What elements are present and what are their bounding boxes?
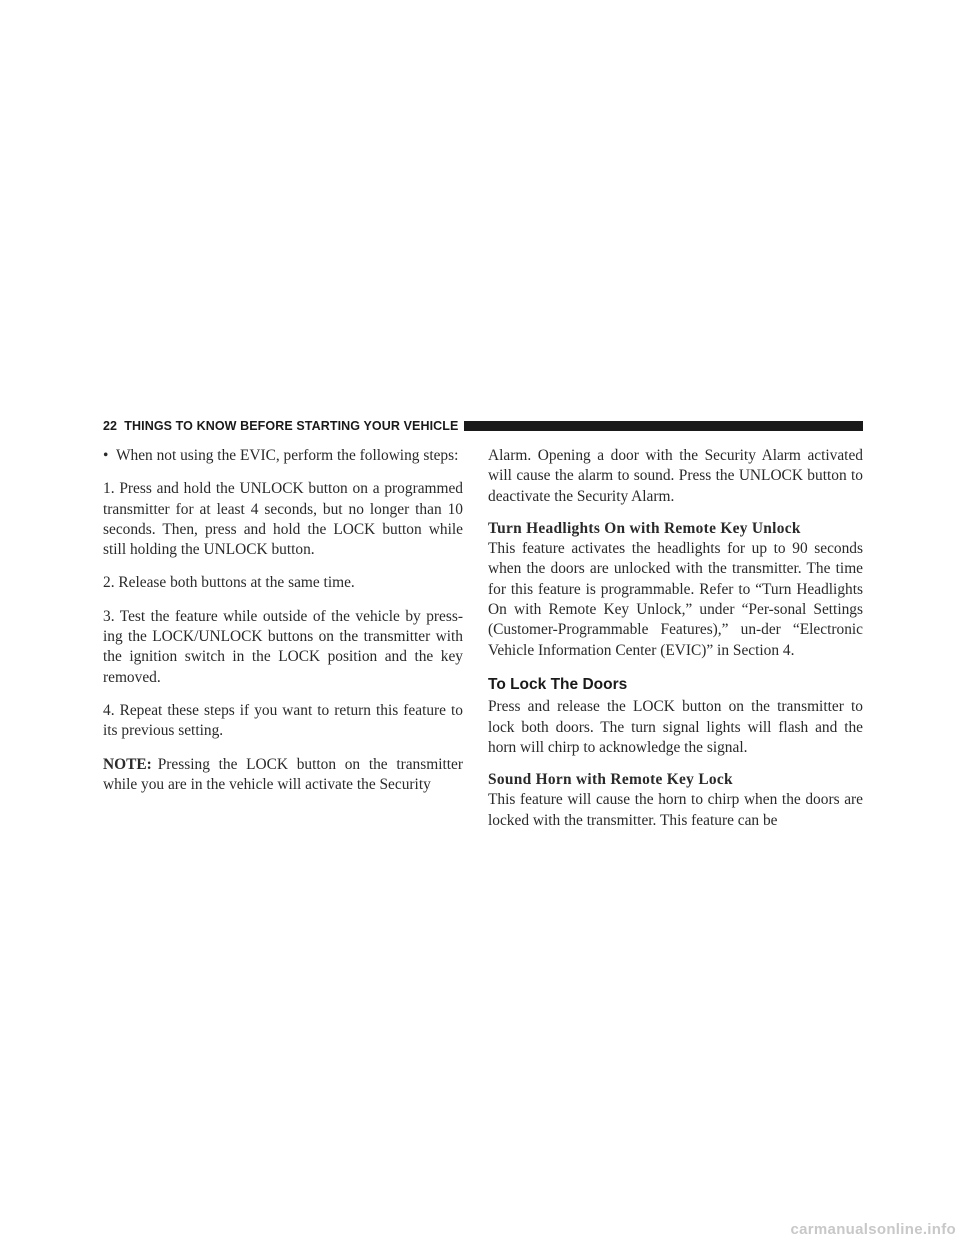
watermark: carmanualsonline.info — [790, 1221, 956, 1238]
continuation-paragraph: Alarm. Opening a door with the Security Alarm activated will cause the alarm to sound. Press the UNLOCK button to deactivate the Security Alarm. — [488, 447, 863, 505]
step-4: 4. Repeat these steps if you want to return this feature to its previous setting. — [103, 701, 463, 740]
body-lock-doors: Press and release the LOCK button on the transmitter to lock both doors. The turn signal lights will flash and the horn will chirp to acknowledge the signal. — [488, 698, 863, 756]
bullet-icon: • — [103, 447, 109, 464]
bullet-item — [103, 446, 463, 466]
heading-sound-horn: Sound Horn with Remote Key Lock — [488, 771, 733, 789]
heading-lock-doors: To Lock The Doors — [488, 675, 628, 693]
section-title: THINGS TO KNOW BEFORE STARTING YOUR VEHICLE — [124, 419, 459, 433]
page-header-text — [103, 419, 458, 433]
left-column — [103, 446, 463, 808]
heading-headlights: Turn Headlights On with Remote Key Unlock — [488, 519, 801, 537]
body-sound-horn: This feature will cause the horn to chirp when the doors are locked with the transmitter. This feature can be — [488, 791, 863, 829]
step-3: 3. Test the feature while outside of the vehicle by press-ing the LOCK/UNLOCK buttons on the transmitter with the ignition switch in the LOCK position and the key removed. — [103, 607, 463, 686]
page-header — [103, 418, 863, 434]
note-paragraph — [103, 755, 463, 796]
bullet-text: When not using the EVIC, perform the following steps: — [116, 447, 459, 464]
note-text: Pressing the LOCK button on the transmitter while you are in the vehicle will activate the Security — [103, 755, 463, 793]
body-headlights: This feature activates the headlights for up to 90 seconds when the doors are unlocked with the transmitter. The time for this feature is programmable. Refer to “Turn Headlights On with Remote Key Unlock,” under “Per-sonal Settings (Customer-Programmable Features),” un-der “Electronic Vehicle Information Center (EVIC)” in Section 4. — [488, 540, 863, 659]
step-1: 1. Press and hold the UNLOCK button on a programmed transmitter for at least 4 seconds, but no longer than 10 seconds. Then, press and hold the LOCK button while still holding the UNLOCK button. — [103, 480, 463, 559]
right-column — [488, 446, 863, 844]
header-rule — [464, 421, 863, 431]
step-2: 2. Release both buttons at the same time. — [103, 574, 355, 592]
note-label: NOTE: — [103, 755, 152, 773]
page-number: 22 — [103, 419, 118, 433]
